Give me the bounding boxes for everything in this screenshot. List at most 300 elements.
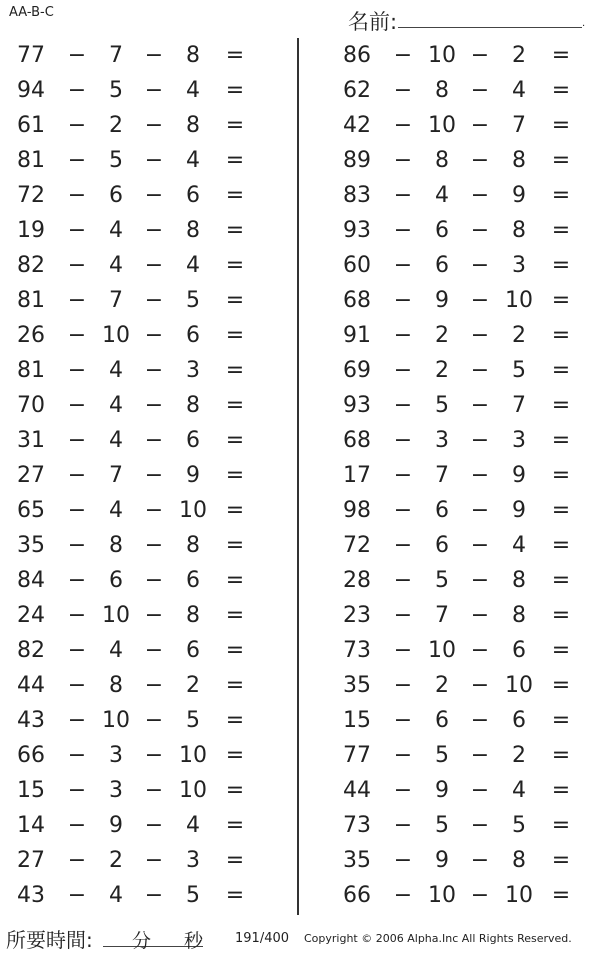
right-operand-2: 9 [435, 288, 449, 313]
right-minus-sign: − [393, 603, 413, 628]
name-underline [398, 27, 582, 28]
time-label: 所要時間: [6, 928, 93, 952]
right-operand-2: 10 [428, 883, 456, 908]
left-minus-sign: − [67, 533, 87, 558]
left-equals-sign: = [225, 813, 245, 838]
right-operand-3: 10 [505, 673, 533, 698]
right-operand-1: 17 [343, 463, 371, 488]
left-operand-2: 10 [102, 323, 130, 348]
right-operand-2: 5 [435, 813, 449, 838]
left-operand-1: 31 [17, 428, 45, 453]
right-equals-sign: = [551, 428, 571, 453]
problem-row [0, 73, 600, 108]
left-minus-sign: − [67, 778, 87, 803]
right-operand-3: 2 [512, 43, 526, 68]
right-operand-3: 4 [512, 78, 526, 103]
right-operand-3: 2 [512, 323, 526, 348]
seconds-label: 秒 [184, 930, 204, 952]
left-operand-2: 7 [109, 43, 123, 68]
right-minus-sign: − [393, 708, 413, 733]
left-equals-sign: = [225, 253, 245, 278]
left-equals-sign: = [225, 533, 245, 558]
right-operand-2: 7 [435, 463, 449, 488]
right-operand-2: 8 [435, 78, 449, 103]
problem-row [0, 878, 600, 913]
left-operand-2: 4 [109, 428, 123, 453]
right-operand-2: 2 [435, 323, 449, 348]
problem-row [0, 108, 600, 143]
right-operand-2: 8 [435, 148, 449, 173]
left-minus-sign: − [144, 78, 164, 103]
right-minus-sign: − [470, 743, 490, 768]
left-operand-1: 61 [17, 113, 45, 138]
left-minus-sign: − [67, 43, 87, 68]
left-minus-sign: − [144, 428, 164, 453]
right-operand-2: 4 [435, 183, 449, 208]
left-operand-3: 8 [186, 603, 200, 628]
problem-row [0, 738, 600, 773]
right-operand-2: 6 [435, 218, 449, 243]
left-minus-sign: − [67, 568, 87, 593]
right-minus-sign: − [470, 113, 490, 138]
right-operand-2: 5 [435, 568, 449, 593]
left-operand-3: 3 [186, 848, 200, 873]
right-operand-1: 93 [343, 218, 371, 243]
left-minus-sign: − [67, 673, 87, 698]
right-operand-2: 9 [435, 778, 449, 803]
right-operand-3: 10 [505, 883, 533, 908]
left-operand-2: 8 [109, 533, 123, 558]
left-operand-2: 7 [109, 288, 123, 313]
right-operand-1: 42 [343, 113, 371, 138]
right-minus-sign: − [470, 848, 490, 873]
right-operand-1: 68 [343, 428, 371, 453]
left-equals-sign: = [225, 603, 245, 628]
right-equals-sign: = [551, 813, 571, 838]
left-equals-sign: = [225, 673, 245, 698]
right-operand-3: 6 [512, 708, 526, 733]
right-minus-sign: − [470, 288, 490, 313]
right-operand-3: 9 [512, 463, 526, 488]
right-minus-sign: − [393, 533, 413, 558]
right-operand-3: 7 [512, 393, 526, 418]
right-minus-sign: − [393, 428, 413, 453]
left-minus-sign: − [144, 778, 164, 803]
left-operand-3: 5 [186, 288, 200, 313]
left-minus-sign: − [144, 463, 164, 488]
left-equals-sign: = [225, 323, 245, 348]
right-minus-sign: − [393, 148, 413, 173]
right-minus-sign: − [470, 638, 490, 663]
left-operand-2: 2 [109, 848, 123, 873]
left-minus-sign: − [67, 148, 87, 173]
left-operand-1: 14 [17, 813, 45, 838]
right-minus-sign: − [470, 778, 490, 803]
left-minus-sign: − [144, 603, 164, 628]
right-operand-3: 5 [512, 813, 526, 838]
right-operand-1: 73 [343, 638, 371, 663]
right-operand-3: 9 [512, 498, 526, 523]
left-operand-1: 94 [17, 78, 45, 103]
left-operand-2: 4 [109, 498, 123, 523]
right-minus-sign: − [393, 883, 413, 908]
problem-row [0, 493, 600, 528]
right-operand-2: 2 [435, 358, 449, 383]
right-operand-3: 4 [512, 533, 526, 558]
right-equals-sign: = [551, 358, 571, 383]
left-equals-sign: = [225, 848, 245, 873]
right-minus-sign: − [470, 358, 490, 383]
right-operand-3: 2 [512, 743, 526, 768]
right-operand-3: 3 [512, 253, 526, 278]
left-minus-sign: − [67, 78, 87, 103]
left-operand-3: 6 [186, 568, 200, 593]
right-operand-2: 6 [435, 533, 449, 558]
right-minus-sign: − [393, 743, 413, 768]
right-operand-2: 6 [435, 708, 449, 733]
right-minus-sign: − [470, 148, 490, 173]
right-minus-sign: − [393, 848, 413, 873]
left-operand-1: 81 [17, 288, 45, 313]
right-equals-sign: = [551, 673, 571, 698]
left-operand-2: 4 [109, 638, 123, 663]
left-equals-sign: = [225, 708, 245, 733]
right-minus-sign: − [393, 253, 413, 278]
left-operand-3: 2 [186, 673, 200, 698]
left-operand-1: 27 [17, 848, 45, 873]
left-minus-sign: − [144, 533, 164, 558]
right-minus-sign: − [470, 883, 490, 908]
left-equals-sign: = [225, 183, 245, 208]
right-operand-3: 8 [512, 603, 526, 628]
copyright-notice: Copyright © 2006 Alpha.Inc All Rights Reserved. [304, 932, 572, 945]
problem-row [0, 388, 600, 423]
left-minus-sign: − [67, 813, 87, 838]
problem-row [0, 353, 600, 388]
left-minus-sign: − [144, 43, 164, 68]
right-minus-sign: − [393, 113, 413, 138]
right-operand-1: 62 [343, 78, 371, 103]
right-operand-1: 93 [343, 393, 371, 418]
right-minus-sign: − [470, 673, 490, 698]
right-operand-2: 5 [435, 743, 449, 768]
right-equals-sign: = [551, 253, 571, 278]
right-equals-sign: = [551, 183, 571, 208]
left-minus-sign: − [144, 358, 164, 383]
left-operand-3: 8 [186, 113, 200, 138]
left-operand-2: 7 [109, 463, 123, 488]
right-minus-sign: − [470, 568, 490, 593]
right-minus-sign: − [470, 253, 490, 278]
right-operand-1: 69 [343, 358, 371, 383]
right-operand-3: 8 [512, 148, 526, 173]
right-operand-1: 83 [343, 183, 371, 208]
left-operand-2: 4 [109, 358, 123, 383]
right-operand-1: 98 [343, 498, 371, 523]
name-label: 名前: [348, 10, 398, 34]
left-operand-2: 4 [109, 253, 123, 278]
right-operand-2: 9 [435, 848, 449, 873]
left-operand-3: 6 [186, 638, 200, 663]
left-equals-sign: = [225, 43, 245, 68]
left-equals-sign: = [225, 288, 245, 313]
right-minus-sign: − [393, 813, 413, 838]
right-minus-sign: − [470, 78, 490, 103]
right-minus-sign: − [393, 568, 413, 593]
right-minus-sign: − [393, 358, 413, 383]
problem-row [0, 843, 600, 878]
left-equals-sign: = [225, 113, 245, 138]
right-equals-sign: = [551, 708, 571, 733]
left-operand-2: 4 [109, 883, 123, 908]
right-operand-2: 10 [428, 638, 456, 663]
left-operand-3: 9 [186, 463, 200, 488]
right-operand-1: 86 [343, 43, 371, 68]
left-operand-2: 2 [109, 113, 123, 138]
left-equals-sign: = [225, 638, 245, 663]
right-operand-1: 91 [343, 323, 371, 348]
left-equals-sign: = [225, 778, 245, 803]
page-number: 191/400 [235, 931, 290, 946]
left-equals-sign: = [225, 463, 245, 488]
left-operand-3: 8 [186, 533, 200, 558]
problem-row [0, 143, 600, 178]
left-operand-2: 3 [109, 778, 123, 803]
right-minus-sign: − [470, 498, 490, 523]
left-operand-1: 24 [17, 603, 45, 628]
problem-row [0, 808, 600, 843]
left-operand-1: 43 [17, 708, 45, 733]
right-minus-sign: − [470, 428, 490, 453]
right-minus-sign: − [393, 218, 413, 243]
right-operand-3: 6 [512, 638, 526, 663]
problem-row [0, 668, 600, 703]
minutes-label: 分 [132, 930, 152, 952]
right-operand-1: 15 [343, 708, 371, 733]
right-minus-sign: − [393, 323, 413, 348]
right-minus-sign: − [393, 288, 413, 313]
left-operand-3: 5 [186, 883, 200, 908]
left-operand-1: 82 [17, 253, 45, 278]
left-equals-sign: = [225, 148, 245, 173]
left-minus-sign: − [144, 218, 164, 243]
problem-row [0, 248, 600, 283]
left-minus-sign: − [144, 848, 164, 873]
left-minus-sign: − [67, 883, 87, 908]
left-operand-1: 35 [17, 533, 45, 558]
right-operand-1: 35 [343, 848, 371, 873]
left-minus-sign: − [67, 323, 87, 348]
left-minus-sign: − [67, 183, 87, 208]
left-operand-1: 84 [17, 568, 45, 593]
left-operand-1: 43 [17, 883, 45, 908]
right-operand-3: 7 [512, 113, 526, 138]
problem-row [0, 633, 600, 668]
problem-row [0, 423, 600, 458]
right-minus-sign: − [470, 813, 490, 838]
right-equals-sign: = [551, 568, 571, 593]
left-operand-3: 4 [186, 253, 200, 278]
problem-row [0, 773, 600, 808]
left-minus-sign: − [144, 113, 164, 138]
problem-row [0, 38, 600, 73]
right-operand-3: 9 [512, 183, 526, 208]
left-operand-2: 3 [109, 743, 123, 768]
right-minus-sign: − [393, 498, 413, 523]
right-equals-sign: = [551, 288, 571, 313]
left-minus-sign: − [67, 743, 87, 768]
left-minus-sign: − [144, 148, 164, 173]
left-minus-sign: − [144, 568, 164, 593]
left-operand-1: 65 [17, 498, 45, 523]
right-operand-3: 8 [512, 218, 526, 243]
right-minus-sign: − [393, 43, 413, 68]
left-minus-sign: − [67, 463, 87, 488]
right-minus-sign: − [393, 393, 413, 418]
left-minus-sign: − [144, 288, 164, 313]
right-operand-1: 60 [343, 253, 371, 278]
left-minus-sign: − [144, 253, 164, 278]
left-equals-sign: = [225, 358, 245, 383]
problem-row [0, 213, 600, 248]
left-operand-2: 6 [109, 183, 123, 208]
right-minus-sign: − [470, 603, 490, 628]
right-operand-1: 28 [343, 568, 371, 593]
problem-row [0, 178, 600, 213]
right-minus-sign: − [393, 183, 413, 208]
left-minus-sign: − [67, 428, 87, 453]
right-equals-sign: = [551, 603, 571, 628]
left-operand-2: 10 [102, 708, 130, 733]
problem-row [0, 318, 600, 353]
left-operand-3: 4 [186, 813, 200, 838]
left-operand-3: 6 [186, 183, 200, 208]
right-equals-sign: = [551, 778, 571, 803]
left-operand-3: 6 [186, 428, 200, 453]
left-minus-sign: − [144, 638, 164, 663]
left-minus-sign: − [67, 253, 87, 278]
left-operand-2: 4 [109, 218, 123, 243]
right-operand-3: 4 [512, 778, 526, 803]
right-equals-sign: = [551, 78, 571, 103]
right-operand-1: 73 [343, 813, 371, 838]
left-operand-3: 5 [186, 708, 200, 733]
right-equals-sign: = [551, 218, 571, 243]
right-minus-sign: − [470, 393, 490, 418]
right-equals-sign: = [551, 638, 571, 663]
left-minus-sign: − [67, 393, 87, 418]
right-equals-sign: = [551, 848, 571, 873]
right-operand-3: 5 [512, 358, 526, 383]
left-minus-sign: − [67, 358, 87, 383]
left-minus-sign: − [144, 323, 164, 348]
right-minus-sign: − [470, 183, 490, 208]
left-operand-3: 3 [186, 358, 200, 383]
right-operand-2: 10 [428, 113, 456, 138]
left-operand-3: 6 [186, 323, 200, 348]
right-equals-sign: = [551, 393, 571, 418]
left-minus-sign: − [67, 848, 87, 873]
right-operand-2: 6 [435, 498, 449, 523]
left-operand-1: 70 [17, 393, 45, 418]
left-equals-sign: = [225, 498, 245, 523]
left-equals-sign: = [225, 428, 245, 453]
right-equals-sign: = [551, 498, 571, 523]
worksheet-code: AA-B-C [9, 5, 54, 20]
right-operand-2: 10 [428, 43, 456, 68]
right-equals-sign: = [551, 533, 571, 558]
right-operand-1: 77 [343, 743, 371, 768]
left-operand-3: 10 [179, 743, 207, 768]
right-minus-sign: − [393, 463, 413, 488]
left-operand-3: 8 [186, 43, 200, 68]
left-minus-sign: − [67, 113, 87, 138]
right-minus-sign: − [470, 708, 490, 733]
problem-row [0, 283, 600, 318]
left-operand-1: 82 [17, 638, 45, 663]
problem-row [0, 598, 600, 633]
left-operand-1: 77 [17, 43, 45, 68]
right-operand-1: 35 [343, 673, 371, 698]
problem-row [0, 703, 600, 738]
left-equals-sign: = [225, 883, 245, 908]
right-equals-sign: = [551, 743, 571, 768]
right-equals-sign: = [551, 883, 571, 908]
right-operand-1: 72 [343, 533, 371, 558]
right-operand-2: 7 [435, 603, 449, 628]
left-operand-3: 4 [186, 78, 200, 103]
right-minus-sign: − [393, 638, 413, 663]
problem-row [0, 458, 600, 493]
left-equals-sign: = [225, 393, 245, 418]
left-operand-1: 15 [17, 778, 45, 803]
right-minus-sign: − [470, 463, 490, 488]
right-operand-3: 8 [512, 568, 526, 593]
left-operand-1: 72 [17, 183, 45, 208]
left-minus-sign: − [67, 638, 87, 663]
right-operand-2: 5 [435, 393, 449, 418]
left-operand-2: 4 [109, 393, 123, 418]
left-minus-sign: − [144, 743, 164, 768]
right-operand-1: 68 [343, 288, 371, 313]
right-equals-sign: = [551, 43, 571, 68]
left-operand-1: 26 [17, 323, 45, 348]
right-minus-sign: − [470, 43, 490, 68]
left-operand-3: 10 [179, 778, 207, 803]
right-operand-3: 10 [505, 288, 533, 313]
left-operand-3: 8 [186, 393, 200, 418]
left-equals-sign: = [225, 743, 245, 768]
right-minus-sign: − [393, 673, 413, 698]
right-equals-sign: = [551, 323, 571, 348]
left-equals-sign: = [225, 218, 245, 243]
left-minus-sign: − [67, 603, 87, 628]
left-equals-sign: = [225, 568, 245, 593]
right-equals-sign: = [551, 148, 571, 173]
name-end-dot: . [582, 18, 586, 29]
right-operand-1: 44 [343, 778, 371, 803]
left-minus-sign: − [144, 673, 164, 698]
right-operand-3: 3 [512, 428, 526, 453]
left-minus-sign: − [144, 708, 164, 733]
left-minus-sign: − [144, 498, 164, 523]
left-operand-2: 5 [109, 78, 123, 103]
right-operand-2: 3 [435, 428, 449, 453]
left-minus-sign: − [144, 393, 164, 418]
right-minus-sign: − [470, 323, 490, 348]
left-operand-1: 19 [17, 218, 45, 243]
left-operand-1: 27 [17, 463, 45, 488]
